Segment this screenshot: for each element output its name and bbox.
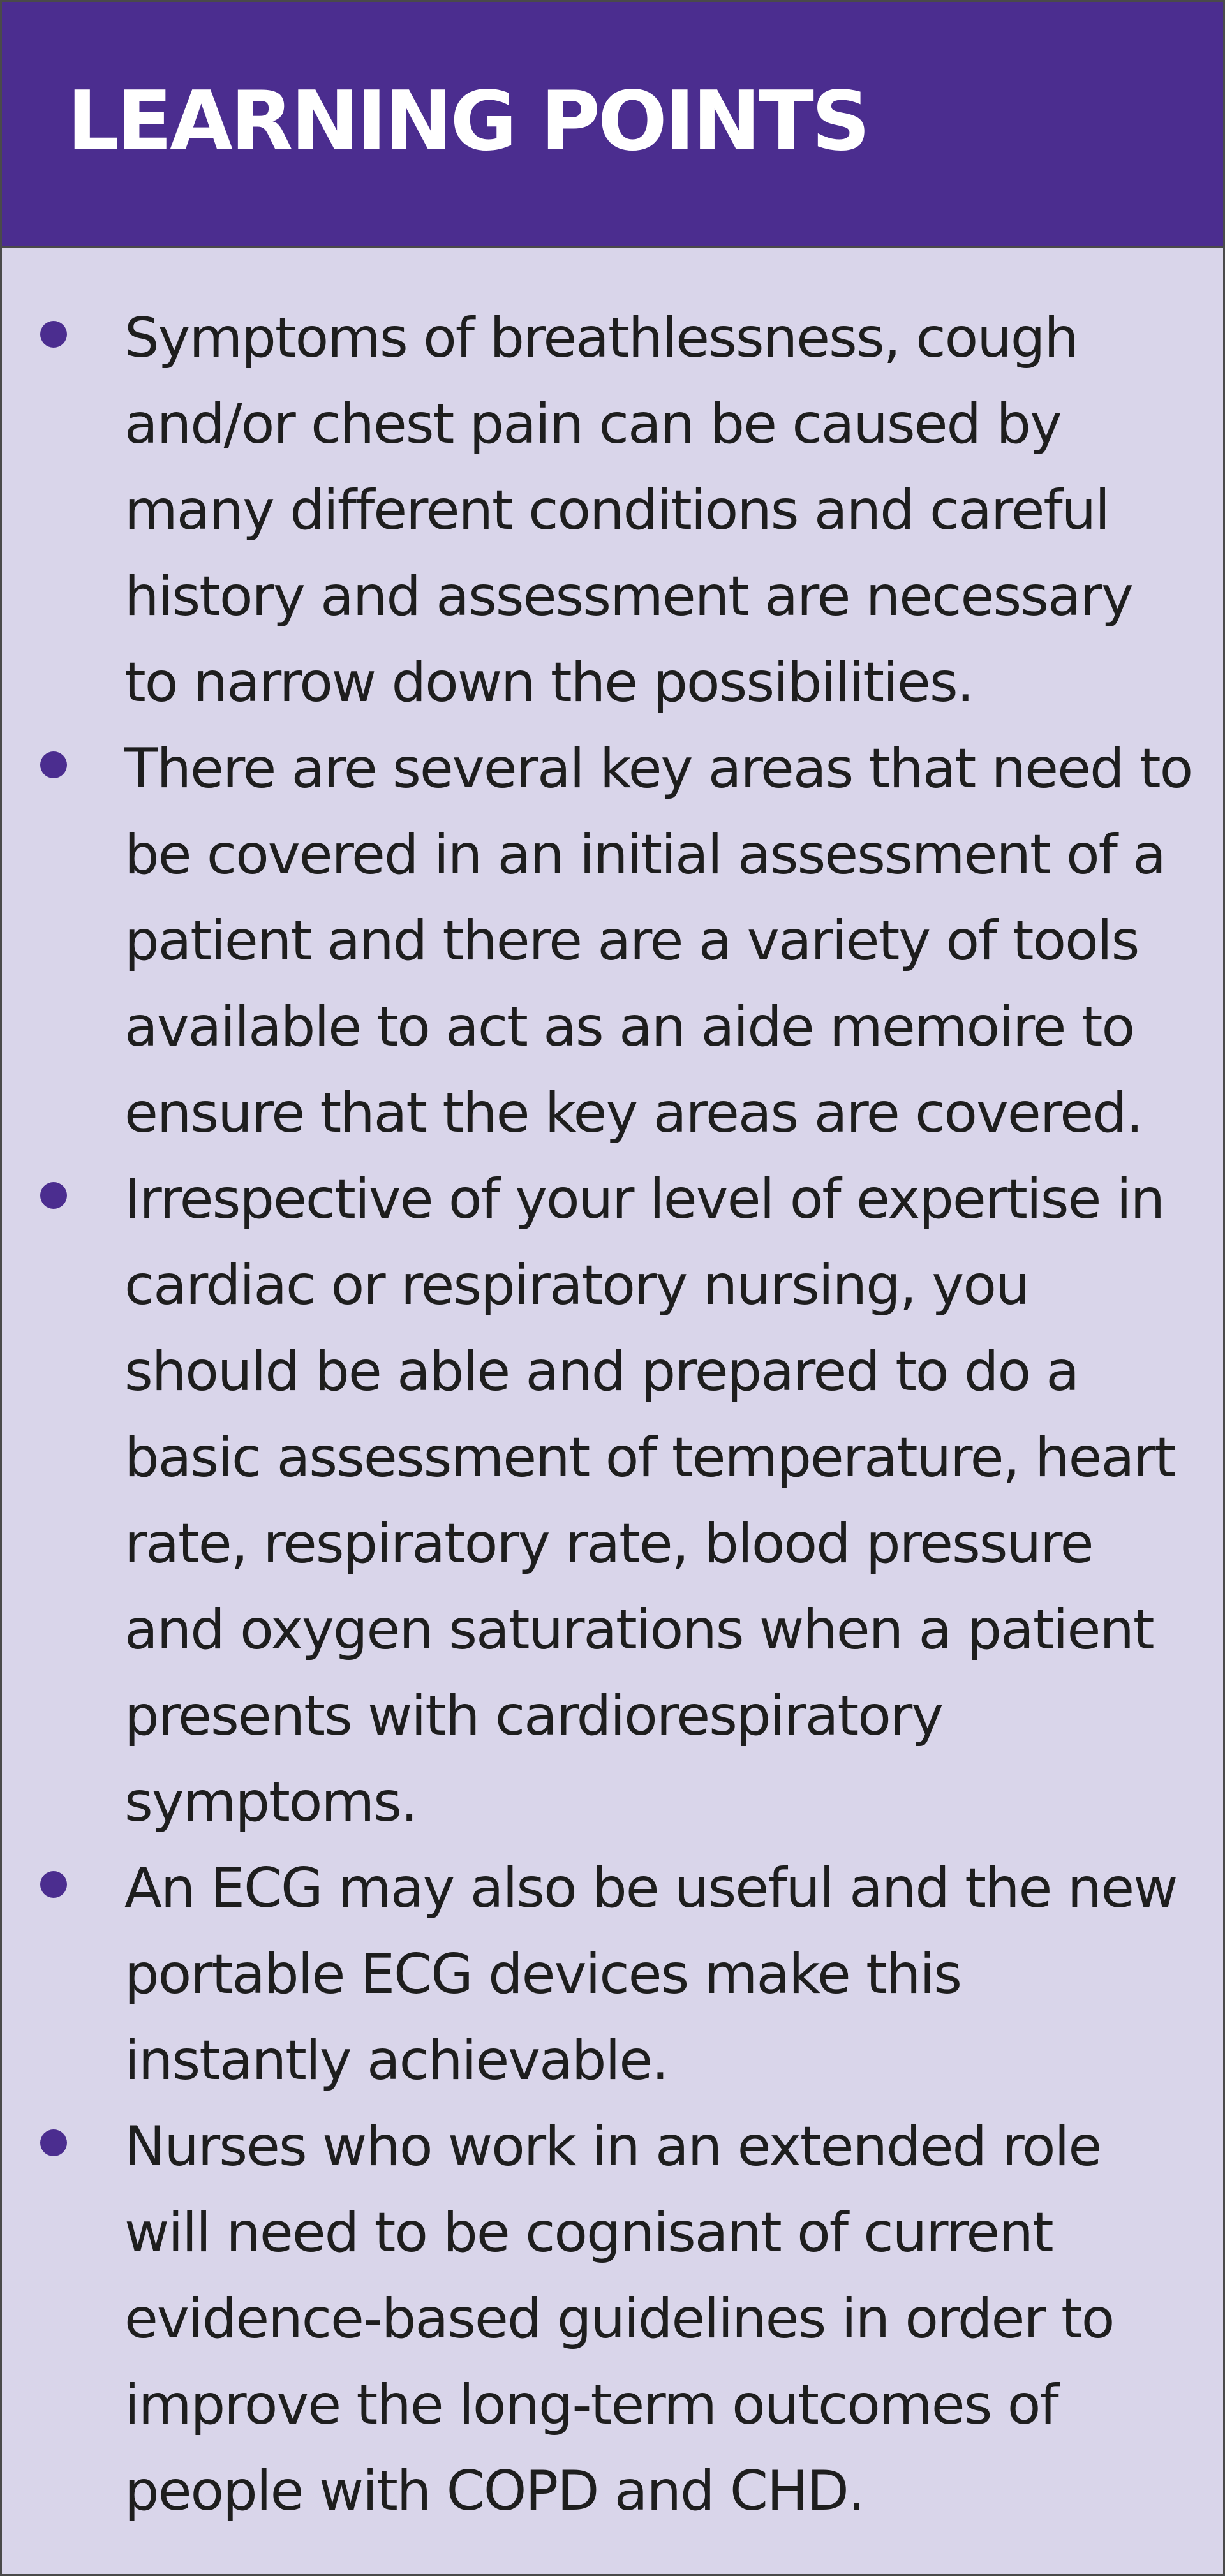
- list-item-text: Nurses who work in an extended role will need to be cognisant of current evidence-based guidelines in order to improve the long-term outcomes of people with COPD and CHD.: [124, 2115, 1114, 2523]
- header-banner: [2, 2, 1223, 248]
- bullet-icon: [40, 2129, 67, 2156]
- list-item: [2, 726, 1223, 1157]
- bullet-icon: [40, 751, 67, 778]
- list-item: [2, 1157, 1223, 1846]
- bullet-icon: [40, 1182, 67, 1209]
- header-title: LEARNING POINTS: [67, 74, 868, 169]
- bullet-icon: [40, 1871, 67, 1898]
- list-item-text: There are several key areas that need to be covered in an initial assessment of a patient and there are a variety of tools available to act as an aide memoire to ensure that the key areas are covered.: [124, 737, 1192, 1145]
- list-item-text: Irrespective of your level of expertise in cardiac or respiratory nursing, you should be able and prepared to do a basic assessment of temperature, heart rate, respiratory rate, blood pressure and oxygen saturations when a patient presents with cardiorespiratory symptoms.: [124, 1167, 1175, 1834]
- list-item: [2, 2104, 1223, 2535]
- list-item: [2, 1846, 1223, 2104]
- bullet-icon: [40, 321, 67, 348]
- list-item-text: Symptoms of breathlessness, cough and/or chest pain can be caused by many different conditions and careful history and assessment are necessary to narrow down the possibilities.: [124, 306, 1132, 714]
- learning-points-list: [2, 295, 1223, 2535]
- list-item: [2, 295, 1223, 726]
- list-item-text: An ECG may also be useful and the new portable ECG devices make this instantly achievable.: [124, 1856, 1177, 2092]
